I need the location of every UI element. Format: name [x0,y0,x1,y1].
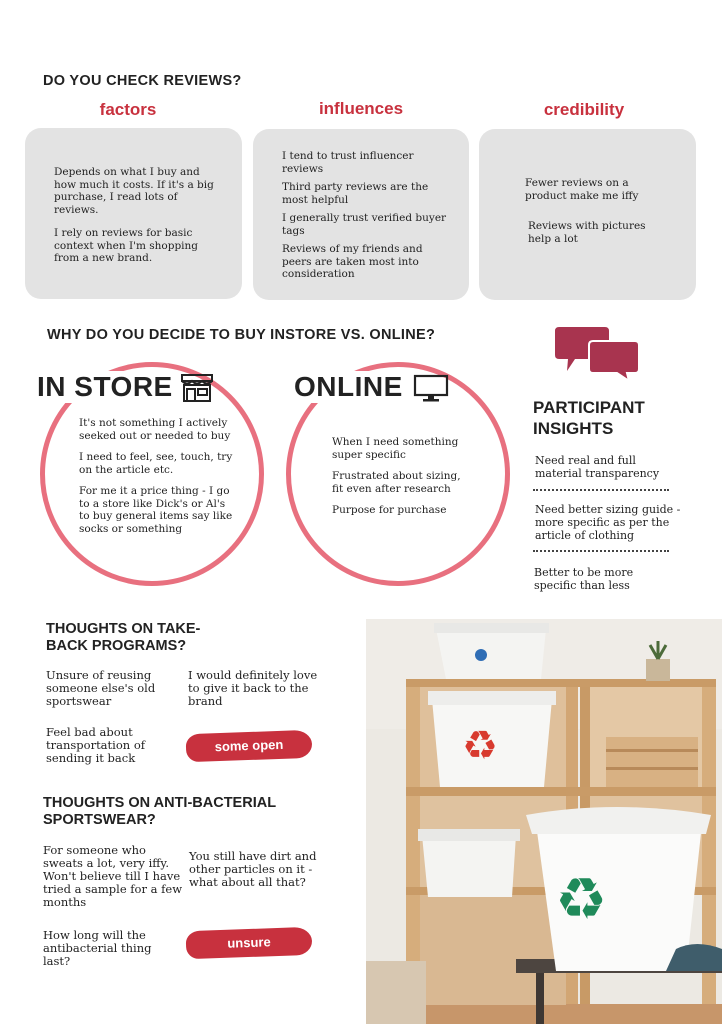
influences-item: I tend to trust influencer reviews [282,150,414,175]
influences-item: Reviews of my friends and peers are taken most into consideration [282,243,423,280]
antibacterial-q1: For someone who sweats a lot, very iffy. Won't believe till I have tried a sample for a few months [43,843,183,909]
svg-text:♻: ♻ [462,723,498,769]
takeback-q2: I would definitely love to give it back to the brand [188,668,318,708]
monitor-icon [413,374,449,402]
insight-item: Need real and full material transparency [535,454,660,480]
chat-bubbles-icon [553,325,643,383]
instore-item: It's not something I actively seeked out or needed to buy [79,417,231,442]
factors-heading: factors [99,100,157,119]
takeback-tag: some open [186,730,313,762]
influences-card [253,129,469,300]
antibacterial-q3: How long will the antibacterial thing last? [43,928,152,968]
factors-item: Depends on what I buy and how much it costs. If it's a big purchase, I read lots of reviews. [54,166,214,216]
recycling-bins-photo [366,619,722,1024]
antibacterial-tag: unsure [186,927,313,959]
influences-item: I generally trust verified buyer tags [282,212,447,237]
divider [533,489,669,491]
takeback-q1: Unsure of reusing someone else's old sportswear [46,668,156,708]
reviews-question: DO YOU CHECK REVIEWS? [43,73,242,89]
takeback-title: THOUGHTS ON TAKE-BACK PROGRAMS? [46,621,201,654]
credibility-item: Fewer reviews on a product make me iffy [525,177,639,202]
online-title: ONLINE [294,371,407,403]
divider [533,550,669,552]
online-item: Frustrated about sizing, fit even after research [332,470,461,495]
insights-title: PARTICIPANT INSIGHTS [533,398,645,438]
insight-item: Need better sizing guide - more specific as per the article of clothing [535,503,681,542]
instore-online-question: WHY DO YOU DECIDE TO BUY INSTORE VS. ONLINE? [47,327,436,343]
svg-text:♻: ♻ [555,865,607,933]
takeback-q3: Feel bad about transportation of sending it back [46,725,146,765]
instore-item: For me it a price thing - I go to a store like Dick's or Al's to buy general items say like socks or something [79,485,233,535]
online-item: Purpose for purchase [332,504,447,516]
factors-item: I rely on reviews for basic context when I'm shopping from a new brand. [54,227,199,264]
factors-card [25,128,242,299]
antibacterial-q2: You still have dirt and other particles on it - what about all that? [189,849,317,889]
credibility-card [479,129,696,300]
online-item: When I need something super specific [332,436,459,461]
instore-title: IN STORE [37,371,177,403]
online-list [332,436,472,517]
instore-item: I need to feel, see, touch, try on the article etc. [79,451,233,476]
influences-heading: influences [318,99,404,118]
insight-item: Better to be more specific than less [534,566,634,592]
instore-list [79,417,237,535]
store-icon [180,373,214,403]
credibility-heading: credibility [543,100,625,119]
influences-item: Third party reviews are the most helpful [282,181,429,206]
antibacterial-title: THOUGHTS ON ANTI-BACTERIAL SPORTSWEAR? [43,795,276,828]
credibility-item: Reviews with pictures help a lot [528,220,646,245]
